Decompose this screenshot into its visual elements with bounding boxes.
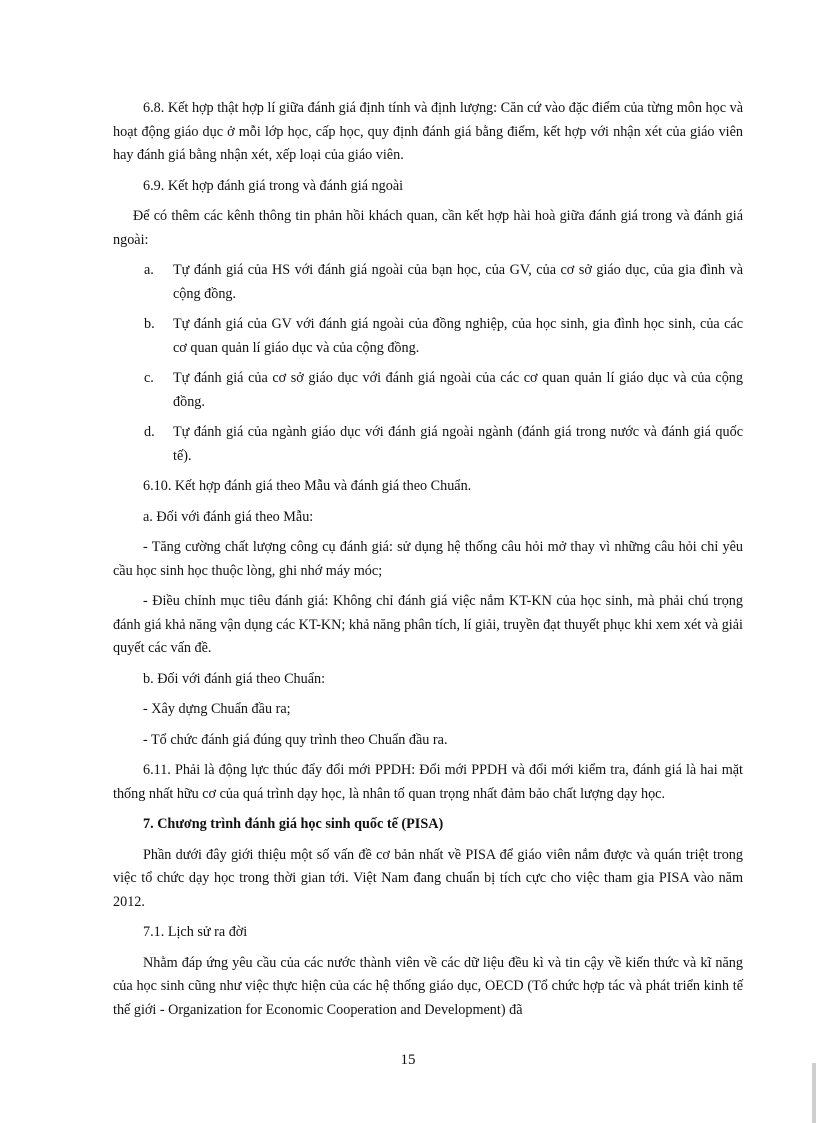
list-text: Tự đánh giá của cơ sở giáo dục với đánh giá ngoài của các cơ quan quản lí giáo dục và của cộng đồng.: [173, 370, 743, 410]
list-marker: c.: [144, 370, 154, 386]
list-marker: a.: [144, 262, 154, 278]
list-marker: b.: [144, 316, 155, 332]
section-7-heading: 7. Chương trình đánh giá học sinh quốc tế (PISA): [143, 816, 444, 832]
section-6-9-title: 6.9. Kết hợp đánh giá trong và đánh giá ngoài: [143, 177, 404, 194]
list-text: Tự đánh giá của GV với đánh giá ngoài của đồng nghiệp, của học sinh, gia đình học sinh, của các cơ quan quản lí giáo dục và của cộng đồng.: [173, 316, 743, 356]
paragraph-6-10-a1: - Tăng cường chất lượng công cụ đánh giá: sử dụng hệ thống câu hỏi mở thay vì những câu hỏi chỉ yêu cầu học sinh học thuộc lòng, ghi nhớ máy móc;: [113, 539, 743, 579]
list-item: [113, 421, 743, 468]
page-body: [113, 97, 743, 1029]
list-text: Tự đánh giá của HS với đánh giá ngoài của bạn học, của GV, của cơ sở giáo dục, của gia đình và cộng đồng.: [173, 262, 743, 302]
paragraph-6-10-b1: - Xây dựng Chuẩn đầu ra;: [143, 701, 291, 717]
subsection-6-10-b: b. Đối với đánh giá theo Chuẩn:: [143, 670, 326, 687]
list-6-9: [113, 259, 743, 468]
paragraph-6-8: 6.8. Kết hợp thật hợp lí giữa đánh giá định tính và định lượng: Căn cứ vào đặc điểm của từng môn học và hoạt động giáo dục ở mỗi lớp học, cấp học, quy định đánh giá bằng điểm, kết hợp với nhận xét của giáo viên hay đánh giá bằng nhận xét, xếp loại của giáo viên.: [113, 100, 743, 163]
list-text: Tự đánh giá của ngành giáo dục với đánh giá ngoài ngành (đánh giá trong nước và đánh giá quốc tế).: [173, 424, 743, 464]
section-6-10-title: 6.10. Kết hợp đánh giá theo Mẫu và đánh giá theo Chuẩn.: [143, 478, 472, 494]
paragraph-6-9-intro: Để có thêm các kênh thông tin phản hồi khách quan, cần kết hợp hài hoà giữa đánh giá trong và đánh giá ngoài:: [113, 208, 743, 248]
paragraph-6-11: 6.11. Phải là động lực thúc đẩy đổi mới PPDH: Đổi mới PPDH và đổi mới kiểm tra, đánh giá là hai mặt thống nhất hữu cơ của quá trình dạy học, là nhân tố quan trọng nhất đảm bảo chất lượng dạy học.: [113, 762, 743, 802]
list-marker: d.: [144, 424, 155, 440]
paragraph-6-10-b2: - Tổ chức đánh giá đúng quy trình theo Chuẩn đầu ra.: [143, 731, 448, 748]
paragraph-6-10-a2: - Điều chỉnh mục tiêu đánh giá: Không chỉ đánh giá việc nắm KT-KN của học sinh, mà phải chú trọng đánh giá khả năng vận dụng các KT-KN; khả năng phân tích, lí giải, truyền đạt thuyết phục khi xem xét và giải quyết các vấn đề.: [113, 593, 743, 656]
list-item: [113, 367, 743, 414]
list-item: [113, 259, 743, 306]
paragraph-7-intro: Phần dưới đây giới thiệu một số vấn đề cơ bản nhất về PISA để giáo viên nắm được và quán triệt trong việc tổ chức dạy học trong thời gian tới. Việt Nam đang chuẩn bị tích cực cho việc tham gia PISA vào năm 2012.: [113, 846, 743, 910]
page-number: 15: [400, 1052, 416, 1068]
section-7-1-title: 7.1. Lịch sử ra đời: [143, 924, 248, 940]
subsection-6-10-a: a. Đối với đánh giá theo Mẫu:: [143, 508, 314, 525]
list-item: [113, 313, 743, 360]
scroll-edge: [812, 1063, 816, 1123]
paragraph-7-1-body: Nhằm đáp ứng yêu cầu của các nước thành viên về các dữ liệu đều kì và tin cậy về kiến thức và kĩ năng của học sinh cũng như việc thực hiện của các hệ thống giáo dục, OECD (Tổ chức hợp tác và phát triển kinh tế thế giới - Organization for Economic Cooperation and Development) đã: [113, 954, 743, 1018]
